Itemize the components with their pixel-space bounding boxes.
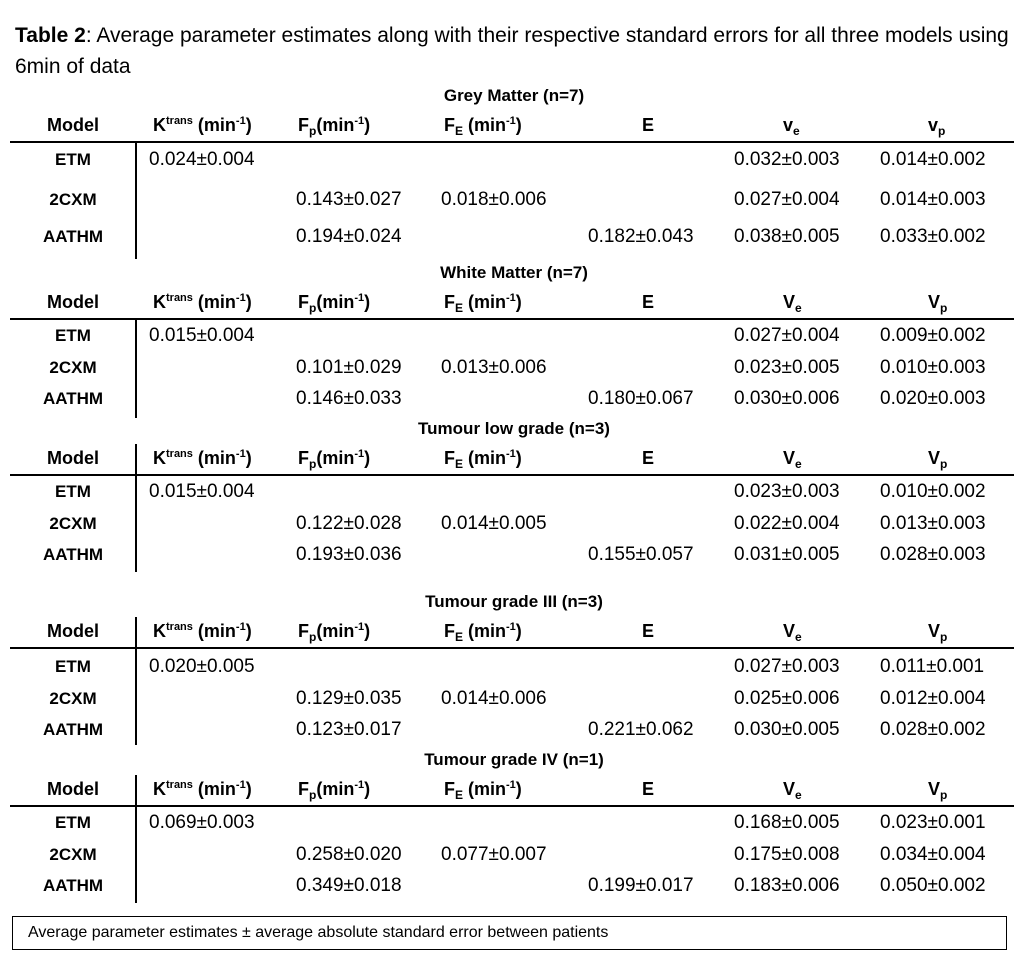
row-model: 2CXM	[49, 190, 97, 209]
header-ktrans	[153, 444, 252, 472]
unit-exponent: -1	[354, 292, 365, 304]
cell-ve: 0.168±0.005	[734, 812, 840, 833]
cell-ve: 0.022±0.004	[734, 513, 840, 534]
cell-fp: 0.258±0.020	[296, 844, 402, 865]
header-rule	[10, 318, 1014, 320]
header-vp	[928, 111, 945, 139]
vp-subscript: p	[940, 301, 948, 315]
fp-subscript: p	[309, 124, 317, 138]
e-symbol: E	[642, 779, 655, 799]
cell-e: 0.221±0.062	[588, 719, 694, 740]
section-title: Tumour grade III (n=3)	[425, 592, 603, 611]
vp-symbol: v	[928, 115, 939, 135]
cell-vp: 0.034±0.004	[880, 844, 986, 865]
header-e	[642, 288, 654, 316]
unit-close: )	[515, 779, 522, 799]
header-fp	[298, 775, 370, 803]
table-row	[0, 872, 1028, 900]
column-header-row	[0, 773, 1028, 805]
header-fe	[444, 111, 522, 139]
unit-open: (min	[316, 115, 355, 135]
cell-ve: 0.038±0.005	[734, 226, 840, 247]
unit-open: (min	[192, 448, 236, 468]
cell-fp: 0.194±0.024	[296, 226, 402, 247]
cell-ve: 0.027±0.003	[734, 656, 840, 677]
fp-subscript: p	[309, 630, 317, 644]
row-model: 2CXM	[49, 689, 97, 708]
header-e	[642, 617, 654, 645]
header-rule	[10, 474, 1014, 476]
column-header-row	[0, 109, 1028, 141]
ktrans-superscript: trans	[166, 292, 193, 304]
header-fe	[444, 617, 522, 645]
header-vp	[928, 444, 947, 472]
ktrans-symbol: K	[153, 448, 166, 468]
ve-subscript: e	[795, 301, 802, 315]
ktrans-superscript: trans	[166, 779, 193, 791]
cell-vp: 0.011±0.001	[880, 656, 985, 677]
e-symbol: E	[642, 115, 655, 135]
cell-fp: 0.129±0.035	[296, 688, 402, 709]
section-title: White Matter (n=7)	[440, 263, 588, 282]
header-e	[642, 111, 654, 139]
unit-close: )	[364, 621, 371, 641]
unit-exponent: -1	[235, 292, 246, 304]
unit-close: )	[364, 448, 371, 468]
row-model: ETM	[55, 657, 91, 676]
fp-subscript: p	[309, 301, 317, 315]
header-model	[13, 444, 133, 472]
unit-open: (min	[316, 448, 355, 468]
row-model: AATHM	[42, 720, 104, 739]
cell-ve: 0.027±0.004	[734, 325, 840, 346]
vp-symbol: V	[928, 448, 941, 468]
unit-close: )	[364, 115, 371, 135]
unit-exponent: -1	[506, 621, 516, 633]
header-ktrans	[153, 617, 252, 645]
cell-vp: 0.028±0.003	[880, 544, 986, 565]
ktrans-symbol: K	[153, 621, 166, 641]
cell-vp: 0.033±0.002	[880, 226, 986, 247]
table-row	[0, 186, 1028, 214]
unit-close: )	[245, 448, 252, 468]
unit-close: )	[515, 292, 522, 312]
header-model-label: Model	[47, 779, 99, 799]
header-ve	[783, 288, 802, 316]
header-fe	[444, 288, 522, 316]
table-row	[0, 685, 1028, 713]
table-caption	[15, 20, 1015, 82]
row-model: ETM	[55, 326, 91, 345]
unit-close: )	[245, 115, 252, 135]
cell-ve: 0.030±0.006	[734, 388, 840, 409]
ve-symbol: V	[783, 621, 796, 641]
unit-close: )	[245, 292, 252, 312]
row-model: ETM	[55, 482, 91, 501]
vp-symbol: V	[928, 621, 941, 641]
table-row	[0, 478, 1028, 506]
unit-close: )	[245, 621, 252, 641]
cell-fe: 0.014±0.005	[441, 513, 547, 534]
unit-exponent: -1	[235, 115, 246, 127]
cell-ve: 0.023±0.005	[734, 357, 840, 378]
header-rule	[10, 805, 1014, 807]
cell-vp: 0.010±0.002	[880, 481, 986, 502]
unit-close: )	[245, 779, 252, 799]
row-model: 2CXM	[49, 358, 97, 377]
unit-open: (min	[463, 115, 507, 135]
fe-subscript: E	[455, 630, 464, 644]
fe-symbol: F	[444, 621, 455, 641]
ve-symbol: V	[783, 448, 796, 468]
table-section	[0, 589, 1028, 750]
fp-subscript: p	[309, 457, 317, 471]
cell-fp: 0.123±0.017	[296, 719, 402, 740]
unit-open: (min	[192, 621, 236, 641]
cell-fp: 0.349±0.018	[296, 875, 402, 896]
header-ve	[783, 617, 802, 645]
header-model-label: Model	[47, 115, 99, 135]
table-row	[0, 541, 1028, 569]
ve-symbol: v	[783, 115, 794, 135]
table-row	[0, 146, 1028, 174]
ve-symbol: V	[783, 292, 796, 312]
cell-fp: 0.146±0.033	[296, 388, 402, 409]
cell-vp: 0.009±0.002	[880, 325, 986, 346]
cell-ve: 0.032±0.003	[734, 149, 840, 170]
cell-ktrans: 0.015±0.004	[149, 325, 255, 346]
cell-ktrans: 0.020±0.005	[149, 656, 255, 677]
cell-vp: 0.028±0.002	[880, 719, 986, 740]
header-ktrans	[153, 775, 252, 803]
header-ktrans	[153, 288, 252, 316]
cell-fe: 0.077±0.007	[441, 844, 547, 865]
unit-close: )	[515, 115, 522, 135]
fe-symbol: F	[444, 448, 455, 468]
unit-open: (min	[463, 292, 507, 312]
header-vp	[928, 775, 947, 803]
header-model-label: Model	[47, 448, 99, 468]
fe-subscript: E	[455, 457, 464, 471]
vp-symbol: V	[928, 779, 941, 799]
fe-symbol: F	[444, 115, 455, 135]
cell-e: 0.180±0.067	[588, 388, 694, 409]
row-model: AATHM	[42, 227, 104, 246]
cell-e: 0.199±0.017	[588, 875, 694, 896]
fp-symbol: F	[298, 621, 309, 641]
header-fp	[298, 444, 370, 472]
ktrans-superscript: trans	[166, 448, 193, 460]
ve-symbol: V	[783, 779, 796, 799]
cell-fp: 0.193±0.036	[296, 544, 402, 565]
cell-ktrans: 0.069±0.003	[149, 812, 255, 833]
fp-symbol: F	[298, 115, 309, 135]
header-fp	[298, 111, 370, 139]
e-symbol: E	[642, 621, 655, 641]
fp-subscript: p	[309, 788, 317, 802]
table-section	[0, 416, 1028, 575]
table-section	[0, 260, 1028, 419]
cell-ve: 0.031±0.005	[734, 544, 840, 565]
cell-vp: 0.023±0.001	[880, 812, 986, 833]
unit-open: (min	[316, 621, 355, 641]
cell-ve: 0.183±0.006	[734, 875, 840, 896]
header-fe	[444, 444, 522, 472]
header-vp	[928, 617, 947, 645]
header-model	[13, 775, 133, 803]
row-model: AATHM	[42, 876, 104, 895]
unit-exponent: -1	[354, 448, 365, 460]
row-model: ETM	[55, 813, 91, 832]
table-row	[0, 841, 1028, 869]
cell-fe: 0.018±0.006	[441, 189, 547, 210]
header-ve	[783, 775, 802, 803]
unit-exponent: -1	[235, 621, 246, 633]
cell-vp: 0.010±0.003	[880, 357, 986, 378]
unit-open: (min	[463, 448, 507, 468]
header-model-label: Model	[47, 292, 99, 312]
cell-vp: 0.012±0.004	[880, 688, 986, 709]
header-vp	[928, 288, 947, 316]
header-model	[13, 111, 133, 139]
header-fp	[298, 617, 370, 645]
cell-e: 0.155±0.057	[588, 544, 694, 565]
table-row	[0, 510, 1028, 538]
vp-subscript: p	[940, 630, 948, 644]
unit-exponent: -1	[235, 448, 246, 460]
unit-close: )	[515, 448, 522, 468]
unit-open: (min	[463, 621, 507, 641]
column-header-row	[0, 286, 1028, 318]
section-title: Tumour grade IV (n=1)	[424, 750, 604, 769]
header-model	[13, 288, 133, 316]
cell-ve: 0.025±0.006	[734, 688, 840, 709]
fp-symbol: F	[298, 779, 309, 799]
cell-ve: 0.175±0.008	[734, 844, 840, 865]
unit-exponent: -1	[235, 779, 246, 791]
cell-ktrans: 0.015±0.004	[149, 481, 255, 502]
unit-close: )	[364, 292, 371, 312]
fe-symbol: F	[444, 292, 455, 312]
vp-subscript: p	[938, 124, 946, 138]
table-row	[0, 385, 1028, 413]
unit-open: (min	[316, 779, 355, 799]
unit-close: )	[515, 621, 522, 641]
cell-fp: 0.122±0.028	[296, 513, 402, 534]
row-model: AATHM	[42, 389, 104, 408]
ve-subscript: e	[795, 630, 802, 644]
unit-exponent: -1	[506, 115, 516, 127]
unit-exponent: -1	[506, 292, 516, 304]
unit-exponent: -1	[354, 621, 365, 633]
cell-vp: 0.050±0.002	[880, 875, 986, 896]
header-ktrans	[153, 111, 252, 139]
fe-subscript: E	[455, 788, 464, 802]
e-symbol: E	[642, 448, 655, 468]
table-row	[0, 653, 1028, 681]
table-row	[0, 322, 1028, 350]
ktrans-superscript: trans	[166, 621, 193, 633]
cell-fe: 0.014±0.006	[441, 688, 547, 709]
table-footnote: Average parameter estimates ± average absolute standard error between patients	[12, 916, 1007, 950]
unit-open: (min	[463, 779, 507, 799]
header-model-label: Model	[47, 621, 99, 641]
vp-symbol: V	[928, 292, 941, 312]
header-rule	[10, 647, 1014, 649]
header-ve	[783, 444, 802, 472]
section-title: Grey Matter (n=7)	[443, 86, 585, 105]
row-model: 2CXM	[49, 845, 97, 864]
unit-open: (min	[192, 292, 236, 312]
unit-exponent: -1	[354, 779, 365, 791]
unit-open: (min	[192, 779, 236, 799]
unit-exponent: -1	[506, 448, 516, 460]
table-row	[0, 716, 1028, 744]
cell-fp: 0.143±0.027	[296, 189, 402, 210]
ve-subscript: e	[795, 457, 802, 471]
ktrans-superscript: trans	[166, 115, 193, 127]
row-model: 2CXM	[49, 514, 97, 533]
table-row	[0, 223, 1028, 251]
fe-symbol: F	[444, 779, 455, 799]
cell-fe: 0.013±0.006	[441, 357, 547, 378]
cell-e: 0.182±0.043	[588, 226, 694, 247]
unit-exponent: -1	[354, 115, 365, 127]
vp-subscript: p	[940, 457, 948, 471]
ve-subscript: e	[795, 788, 802, 802]
unit-exponent: -1	[506, 779, 516, 791]
header-rule	[10, 141, 1014, 143]
header-ve	[783, 111, 800, 139]
cell-ve: 0.027±0.004	[734, 189, 840, 210]
cell-vp: 0.020±0.003	[880, 388, 986, 409]
cell-ve: 0.023±0.003	[734, 481, 840, 502]
cell-fp: 0.101±0.029	[296, 357, 402, 378]
vp-subscript: p	[940, 788, 948, 802]
table-row	[0, 354, 1028, 382]
cell-ktrans: 0.024±0.004	[149, 149, 255, 170]
unit-close: )	[364, 779, 371, 799]
caption-label: Table 2	[15, 24, 86, 47]
unit-open: (min	[316, 292, 355, 312]
column-header-row	[0, 615, 1028, 647]
table-section	[0, 83, 1028, 257]
caption-text: : Average parameter estimates along with their respective standard errors for all three models using 6min of data	[15, 24, 1009, 78]
header-e	[642, 444, 654, 472]
row-model: AATHM	[42, 545, 104, 564]
fe-subscript: E	[455, 301, 464, 315]
cell-vp: 0.014±0.003	[880, 189, 986, 210]
table-row	[0, 809, 1028, 837]
header-e	[642, 775, 654, 803]
ve-subscript: e	[793, 124, 800, 138]
cell-vp: 0.014±0.002	[880, 149, 986, 170]
table-section	[0, 747, 1028, 906]
fp-symbol: F	[298, 448, 309, 468]
section-title: Tumour low grade (n=3)	[418, 419, 610, 438]
header-fe	[444, 775, 522, 803]
unit-open: (min	[192, 115, 236, 135]
header-fp	[298, 288, 370, 316]
fe-subscript: E	[455, 124, 464, 138]
fp-symbol: F	[298, 292, 309, 312]
ktrans-symbol: K	[153, 292, 166, 312]
ktrans-symbol: K	[153, 115, 166, 135]
ktrans-symbol: K	[153, 779, 166, 799]
column-header-row	[0, 442, 1028, 474]
cell-ve: 0.030±0.005	[734, 719, 840, 740]
cell-vp: 0.013±0.003	[880, 513, 986, 534]
row-model: ETM	[55, 150, 91, 169]
header-model	[13, 617, 133, 645]
e-symbol: E	[642, 292, 655, 312]
